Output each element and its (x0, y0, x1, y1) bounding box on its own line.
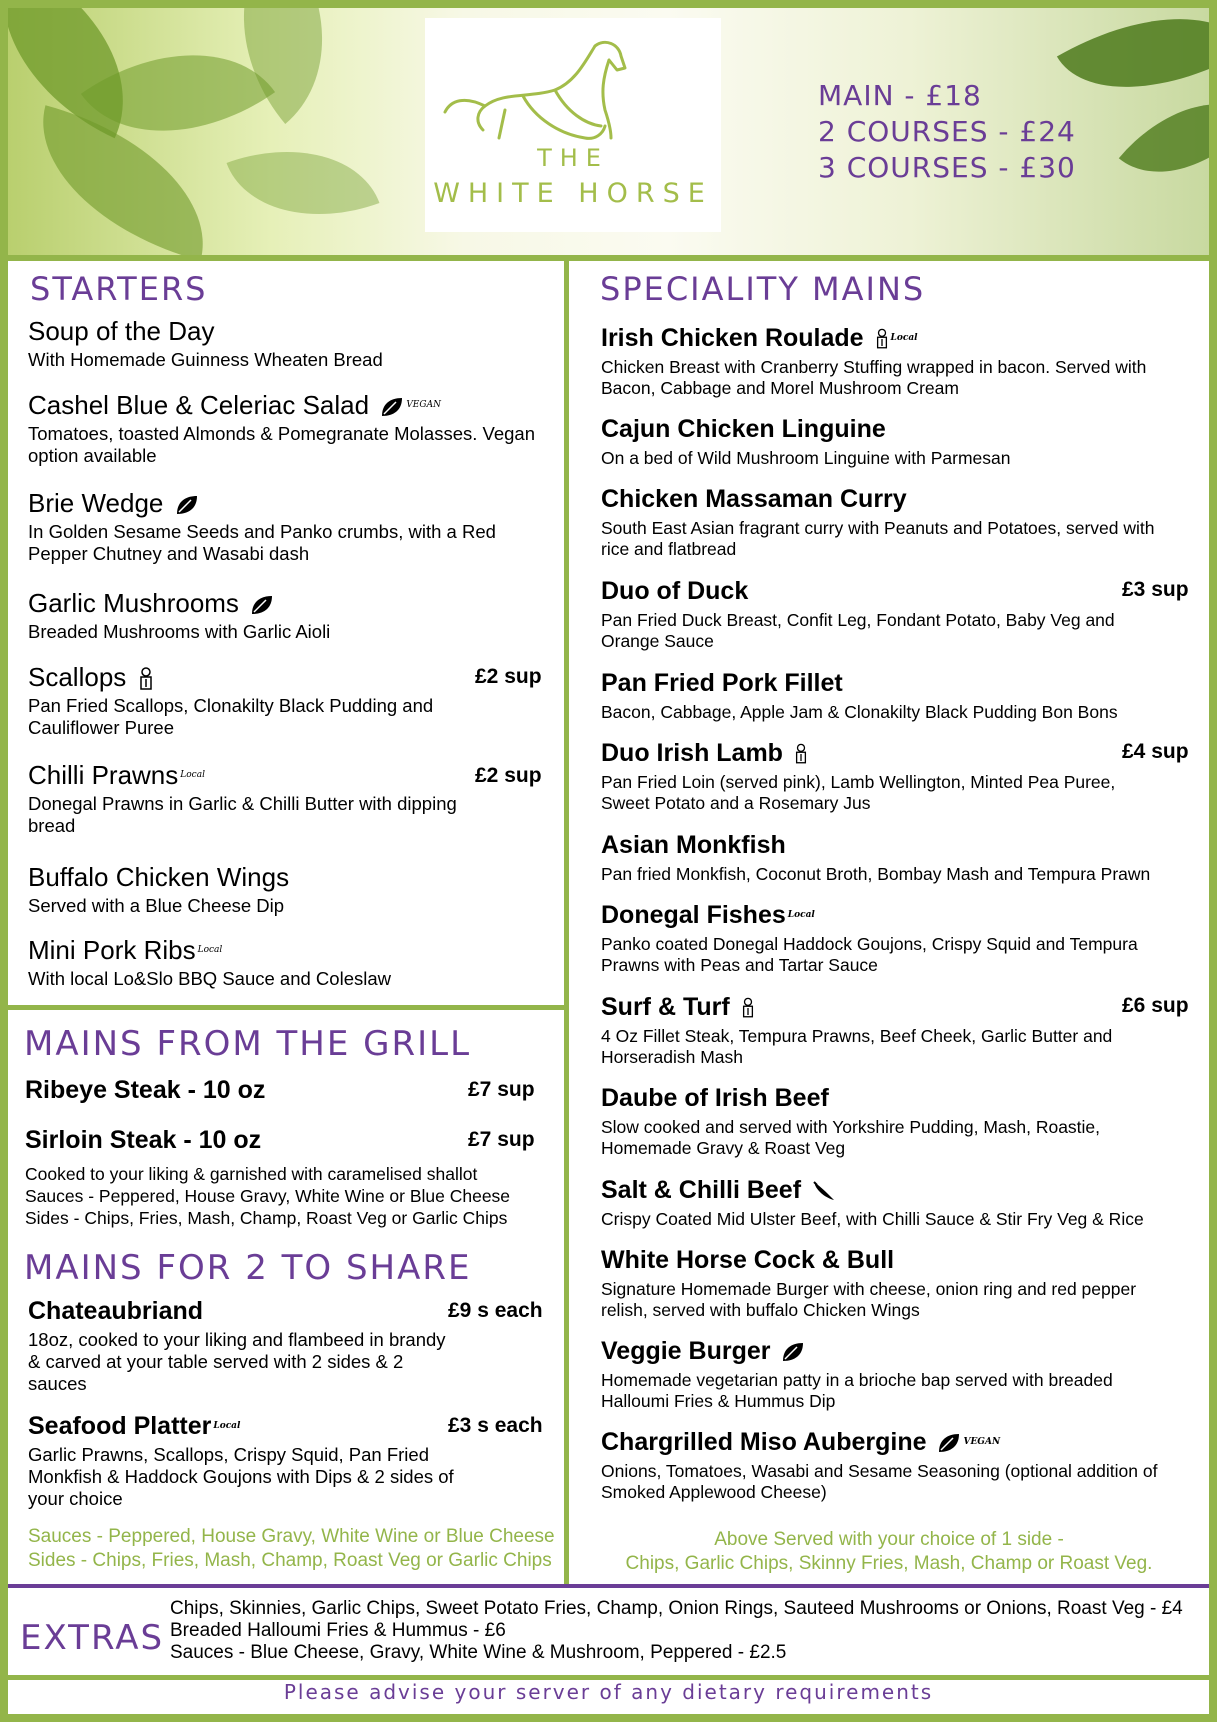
item-name: Mini Pork Ribs (28, 935, 196, 965)
menu-item (601, 484, 1181, 560)
menu-item (28, 588, 548, 643)
chef-icon (138, 667, 154, 691)
menu-item (28, 760, 488, 837)
menu-item (601, 738, 1121, 814)
item-desc: Pan Fried Scallops, Clonakilty Black Pudding and Cauliflower Puree (28, 695, 434, 738)
item-name: Chateaubriand (28, 1297, 204, 1325)
leaf-icon (250, 594, 274, 616)
item-desc: Slow cooked and served with Yorkshire Pudding, Mash, Roastie, Homemade Gravy & Roast Veg (601, 1117, 1101, 1158)
side-notes (569, 1528, 1209, 1576)
price-three-courses: 3 COURSES - £30 (818, 151, 1076, 184)
side-note: Chips, Garlic Chips, Skinny Fries, Mash, Champ or Roast Veg. (625, 1553, 1153, 1574)
price-main: MAIN - £18 (818, 79, 982, 112)
menu-item (601, 900, 1181, 976)
item-name: Donegal Fishes (601, 901, 786, 929)
share-notes (28, 1525, 555, 1573)
menu-item (28, 316, 548, 371)
divider (8, 1005, 566, 1010)
item-desc: With Homemade Guinness Wheaten Bread (28, 349, 383, 370)
leaf-icon (380, 396, 404, 418)
menu-item (601, 576, 1121, 652)
supplement-price: £2 sup (475, 764, 542, 787)
item-name: Brie Wedge (28, 488, 164, 518)
item-desc: Crispy Coated Mid Ulster Beef, with Chilli Sauce & Stir Fry Veg & Rice (601, 1209, 1144, 1229)
supplement-price: £3 s each (448, 1414, 543, 1437)
item-desc: Panko coated Donegal Haddock Goujons, Crispy Squid and Tempura Prawns with Peas and Tartar Sauce (601, 934, 1138, 975)
item-name: Buffalo Chicken Wings (28, 862, 290, 892)
sides-note: Sides - Chips, Fries, Mash, Champ, Roast Veg or Garlic Chips (28, 1550, 552, 1571)
menu-header (8, 8, 1209, 256)
item-desc: Signature Homemade Burger with cheese, onion ring and red pepper relish, served with buffalo Chicken Wings (601, 1279, 1137, 1320)
divider (564, 258, 569, 1584)
chef-icon (875, 328, 889, 350)
dietary-note: Please advise your server of any dietary requirements (283, 1680, 934, 1704)
item-desc: 4 Oz Fillet Steak, Tempura Prawns, Beef Cheek, Garlic Butter and Horseradish Mash (601, 1026, 1113, 1067)
item-desc: With local Lo&Slo BBQ Sauce and Coleslaw (28, 968, 391, 989)
item-name: Veggie Burger (601, 1337, 771, 1365)
item-desc: Onions, Tomatoes, Wasabi and Sesame Seasoning (optional addition of Smoked Applewood Cheese) (601, 1461, 1158, 1502)
item-name: Cajun Chicken Linguine (601, 415, 886, 443)
menu-item (601, 414, 1181, 469)
starters-title: STARTERS (30, 270, 208, 308)
menu-item (28, 1411, 458, 1510)
local-badge: Local (197, 945, 223, 955)
menu-item (601, 830, 1181, 885)
supplement-price: £6 sup (1122, 994, 1189, 1017)
menu-item (28, 1296, 458, 1395)
item-desc: On a bed of Wild Mushroom Linguine with Parmesan (601, 448, 1011, 468)
supplement-price: £7 sup (468, 1078, 535, 1101)
price-list (818, 78, 1076, 186)
item-name: Chicken Massaman Curry (601, 485, 907, 513)
horse-logo-icon (425, 26, 721, 156)
logo-white-horse: WHITE HORSE (433, 178, 713, 209)
extras-list (170, 1598, 1183, 1664)
grill-notes (25, 1163, 510, 1229)
grill-note: Cooked to your liking & garnished with caramelised shallot (25, 1164, 478, 1184)
speciality-title: SPECIALITY MAINS (600, 270, 926, 308)
menu-item (601, 992, 1121, 1068)
local-badge: Local (213, 1421, 241, 1431)
menu-item (601, 1083, 1181, 1159)
menu-item (28, 488, 548, 565)
item-desc: In Golden Sesame Seeds and Panko crumbs, with a Red Pepper Chutney and Wasabi dash (28, 521, 496, 564)
item-name: Surf & Turf (601, 993, 730, 1021)
local-badge: Local (787, 910, 815, 920)
item-desc: South East Asian fragrant curry with Peanuts and Potatoes, served with rice and flatbread (601, 518, 1155, 559)
item-name: Chilli Prawns (28, 760, 179, 790)
item-name: Cashel Blue & Celeriac Salad (28, 390, 370, 420)
menu-item (28, 662, 488, 739)
item-desc: Chicken Breast with Cranberry Stuffing wrapped in bacon. Served with Bacon, Cabbage and Morel Mushroom Cream (601, 357, 1147, 398)
logo (425, 18, 721, 232)
leaf-icon (175, 494, 199, 516)
vegan-badge: VEGAN (406, 400, 441, 410)
menu-item (28, 935, 548, 990)
divider (8, 255, 1209, 261)
vegan-badge: VEGAN (963, 1437, 1001, 1447)
item-name: Ribeye Steak - 10 oz (25, 1076, 266, 1104)
menu-item (601, 668, 1181, 723)
item-name: Sirloin Steak - 10 oz (25, 1126, 262, 1154)
item-desc: Pan Fried Loin (served pink), Lamb Wellington, Minted Pea Puree, Sweet Potato and a Rosemary Jus (601, 772, 1116, 813)
grill-title: MAINS FROM THE GRILL (24, 1024, 472, 1064)
item-name: Asian Monkfish (601, 831, 786, 859)
side-note: Above Served with your choice of 1 side - (714, 1529, 1064, 1550)
grill-note: Sides - Chips, Fries, Mash, Champ, Roast Veg or Garlic Chips (25, 1208, 508, 1228)
menu-item (28, 390, 548, 467)
extras-line: Chips, Skinnies, Garlic Chips, Sweet Potato Fries, Champ, Onion Rings, Sauteed Mushrooms or Onions, Roast Veg - £4 (170, 1598, 1183, 1619)
share-title: MAINS FOR 2 TO SHARE (24, 1248, 472, 1288)
supplement-price: £3 sup (1122, 578, 1189, 601)
item-name: Salt & Chilli Beef (601, 1176, 802, 1204)
item-desc: Pan fried Monkfish, Coconut Broth, Bombay Mash and Tempura Prawn (601, 864, 1151, 884)
item-desc: 18oz, cooked to your liking and flambeed in brandy & carved at your table served with 2 sides & 2 sauces (28, 1329, 446, 1394)
grill-note: Sauces - Peppered, House Gravy, White Wine or Blue Cheese (25, 1186, 511, 1206)
item-name: Seafood Platter (28, 1412, 212, 1440)
item-desc: Served with a Blue Cheese Dip (28, 895, 285, 916)
supplement-price: £4 sup (1122, 740, 1189, 763)
leaf-decoration (1119, 66, 1209, 209)
item-desc: Donegal Prawns in Garlic & Chilli Butter with dipping bread (28, 793, 457, 836)
item-name: Duo of Duck (601, 577, 749, 605)
item-desc: Bacon, Cabbage, Apple Jam & Clonakilty Black Pudding Bon Bons (601, 702, 1118, 722)
menu-item (601, 323, 1181, 399)
chef-icon (794, 743, 808, 765)
local-badge: Local (890, 333, 918, 343)
item-name: Daube of Irish Beef (601, 1084, 829, 1112)
item-name: Scallops (28, 662, 127, 692)
item-name: White Horse Cock & Bull (601, 1246, 895, 1274)
item-desc: Homemade vegetarian patty in a brioche bap served with breaded Halloumi Fries & Hummus Dip (601, 1370, 1113, 1411)
extras-line: Sauces - Blue Cheese, Gravy, White Wine & Mushroom, Peppered - £2.5 (170, 1642, 787, 1663)
menu-item (601, 1245, 1181, 1321)
leaf-icon (781, 1341, 805, 1363)
price-two-courses: 2 COURSES - £24 (818, 115, 1076, 148)
supplement-price: £9 s each (448, 1299, 543, 1322)
leaf-decoration (227, 118, 380, 247)
item-name: Soup of the Day (28, 316, 215, 346)
logo-the: THE (537, 144, 609, 172)
item-name: Pan Fried Pork Fillet (601, 669, 843, 697)
sauces-note: Sauces - Peppered, House Gravy, White Wine or Blue Cheese (28, 1526, 555, 1547)
divider (8, 1584, 1209, 1588)
item-name: Chargrilled Miso Aubergine (601, 1428, 927, 1456)
chef-icon (741, 997, 755, 1019)
extras-line: Breaded Halloumi Fries & Hummus - £6 (170, 1620, 506, 1641)
item-desc: Breaded Mushrooms with Garlic Aioli (28, 621, 331, 642)
menu-item (601, 1336, 1181, 1412)
chilli-icon (812, 1180, 838, 1202)
item-desc: Garlic Prawns, Scallops, Crispy Squid, Pan Fried Monkfish & Haddock Goujons with Dips & 2 sides of your choice (28, 1444, 454, 1509)
leaf-decoration (17, 105, 229, 256)
item-desc: Pan Fried Duck Breast, Confit Leg, Fondant Potato, Baby Veg and Orange Sauce (601, 610, 1115, 651)
local-badge: Local (180, 770, 205, 780)
item-name: Garlic Mushrooms (28, 588, 239, 618)
menu-item (601, 1427, 1181, 1503)
supplement-price: £2 sup (475, 665, 542, 688)
menu-item (601, 1175, 1201, 1230)
item-name: Duo Irish Lamb (601, 739, 783, 767)
supplement-price: £7 sup (468, 1128, 535, 1151)
item-name: Irish Chicken Roulade (601, 324, 864, 352)
item-desc: Tomatoes, toasted Almonds & Pomegranate Molasses. Vegan option available (28, 423, 535, 466)
leaf-icon (937, 1432, 961, 1454)
menu-item (28, 862, 548, 917)
extras-title: EXTRAS (20, 1618, 165, 1658)
